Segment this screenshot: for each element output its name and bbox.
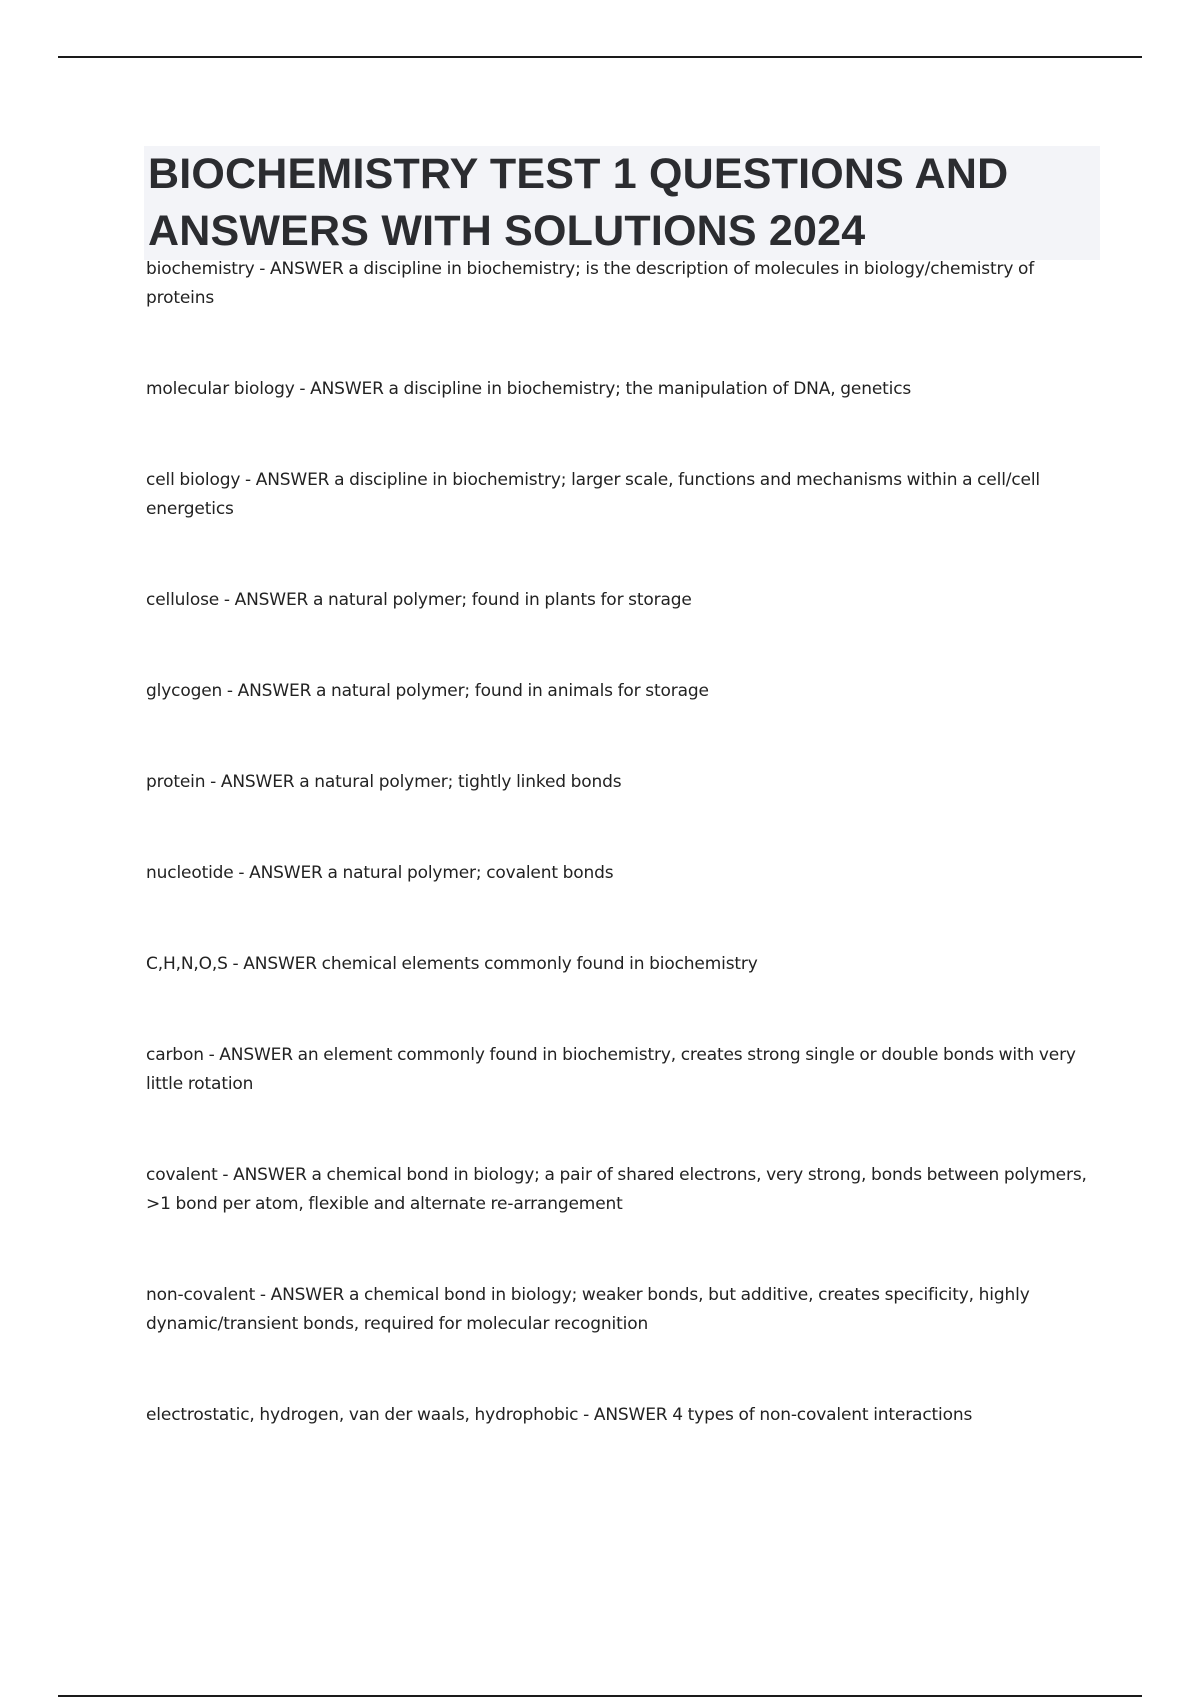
qa-item: covalent - ANSWER a chemical bond in biology; a pair of shared electrons, very strong, bonds between polymers, >1 bond per atom, flexible and alternate re-arrangement [146,1165,1087,1214]
top-rule [58,56,1142,58]
qa-item: cell biology - ANSWER a discipline in biochemistry; larger scale, functions and mechanisms within a cell/cell energetics [146,470,1040,519]
qa-item: protein - ANSWER a natural polymer; tightly linked bonds [146,772,622,792]
bottom-rule [58,1695,1142,1697]
qa-item: biochemistry - ANSWER a discipline in biochemistry; is the description of molecules in biology/chemistry of proteins [146,259,1035,308]
qa-item: C,H,N,O,S - ANSWER chemical elements commonly found in biochemistry [146,954,758,974]
document-title: BIOCHEMISTRY TEST 1 QUESTIONS AND ANSWERS WITH SOLUTIONS 2024 [148,150,1009,255]
qa-item: electrostatic, hydrogen, van der waals, hydrophobic - ANSWER 4 types of non-covalent interactions [146,1405,973,1425]
qa-item: molecular biology - ANSWER a discipline in biochemistry; the manipulation of DNA, genetics [146,379,912,399]
qa-item: cellulose - ANSWER a natural polymer; found in plants for storage [146,590,692,610]
qa-item: non-covalent - ANSWER a chemical bond in biology; weaker bonds, but additive, creates specificity, highly dynamic/transient bonds, required for molecular recognition [146,1285,1030,1334]
qa-list [146,255,1096,1492]
qa-item: carbon - ANSWER an element commonly found in biochemistry, creates strong single or double bonds with very little rotation [146,1045,1076,1094]
document-title-block [144,146,1100,260]
qa-item: nucleotide - ANSWER a natural polymer; covalent bonds [146,863,614,883]
qa-item: glycogen - ANSWER a natural polymer; found in animals for storage [146,681,709,701]
